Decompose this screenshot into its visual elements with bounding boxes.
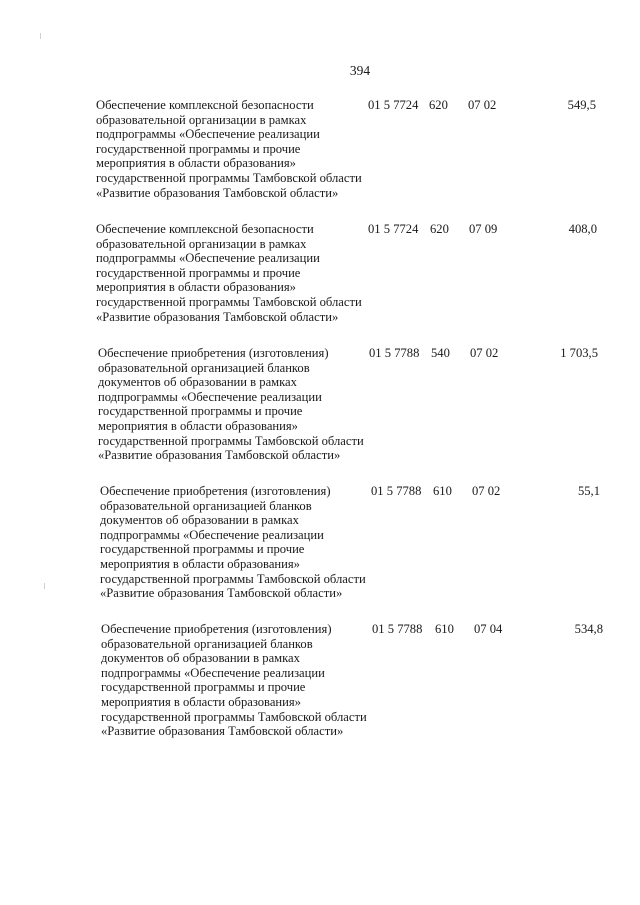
- row-description: Обеспечение приобретения (изготовления) образовательной организацией бланков документов об образовании в рамках подпрограммы «Обеспечение реализации государственной программы и прочие мероприятия в области образования» государственной программы Тамбовской области «Развитие образования Тамбовской области»: [98, 346, 364, 463]
- row-expense-type: 610: [435, 622, 454, 636]
- row-expense-type: 610: [433, 484, 452, 498]
- row-target-code: 01 5 7788: [369, 346, 420, 360]
- row-section-code: 07 09: [469, 222, 498, 236]
- row-section-code: 07 02: [472, 484, 501, 498]
- row-amount: 1 703,5: [560, 346, 598, 360]
- row-target-code: 01 5 7724: [368, 222, 419, 236]
- row-section-code: 07 02: [468, 98, 497, 112]
- row-expense-type: 620: [430, 222, 449, 236]
- row-target-code: 01 5 7724: [368, 98, 419, 112]
- row-expense-type: 620: [429, 98, 448, 112]
- row-section-code: 07 04: [474, 622, 503, 636]
- row-amount: 549,5: [567, 98, 596, 112]
- row-description: Обеспечение комплексной безопасности образовательной организации в рамках подпрограммы «Обеспечение реализации государственной программы и прочие мероприятия в области образования» государственной программы Тамбовской области «Развитие образования Тамбовской области»: [96, 98, 362, 200]
- row-amount: 534,8: [574, 622, 603, 636]
- row-description: Обеспечение комплексной безопасности образовательной организации в рамках подпрограммы «Обеспечение реализации государственной программы и прочие мероприятия в области образования» государственной программы Тамбовской области «Развитие образования Тамбовской области»: [96, 222, 362, 324]
- row-section-code: 07 02: [470, 346, 499, 360]
- row-amount: 408,0: [568, 222, 597, 236]
- page-number: 394: [349, 63, 371, 78]
- row-target-code: 01 5 7788: [372, 622, 423, 636]
- row-description: Обеспечение приобретения (изготовления) образовательной организацией бланков документов об образовании в рамках подпрограммы «Обеспечение реализации государственной программы и прочие мероприятия в области образования» государственной программы Тамбовской области «Развитие образования Тамбовской области»: [100, 484, 366, 601]
- row-description: Обеспечение приобретения (изготовления) образовательной организацией бланков документов об образовании в рамках подпрограммы «Обеспечение реализации государственной программы и прочие мероприятия в области образования» государственной программы Тамбовской области «Развитие образования Тамбовской области»: [101, 622, 367, 739]
- row-target-code: 01 5 7788: [371, 484, 422, 498]
- row-amount: 55,1: [577, 484, 600, 498]
- scan-mark-left: [44, 583, 45, 589]
- row-expense-type: 540: [431, 346, 450, 360]
- scan-mark-top: [40, 33, 41, 39]
